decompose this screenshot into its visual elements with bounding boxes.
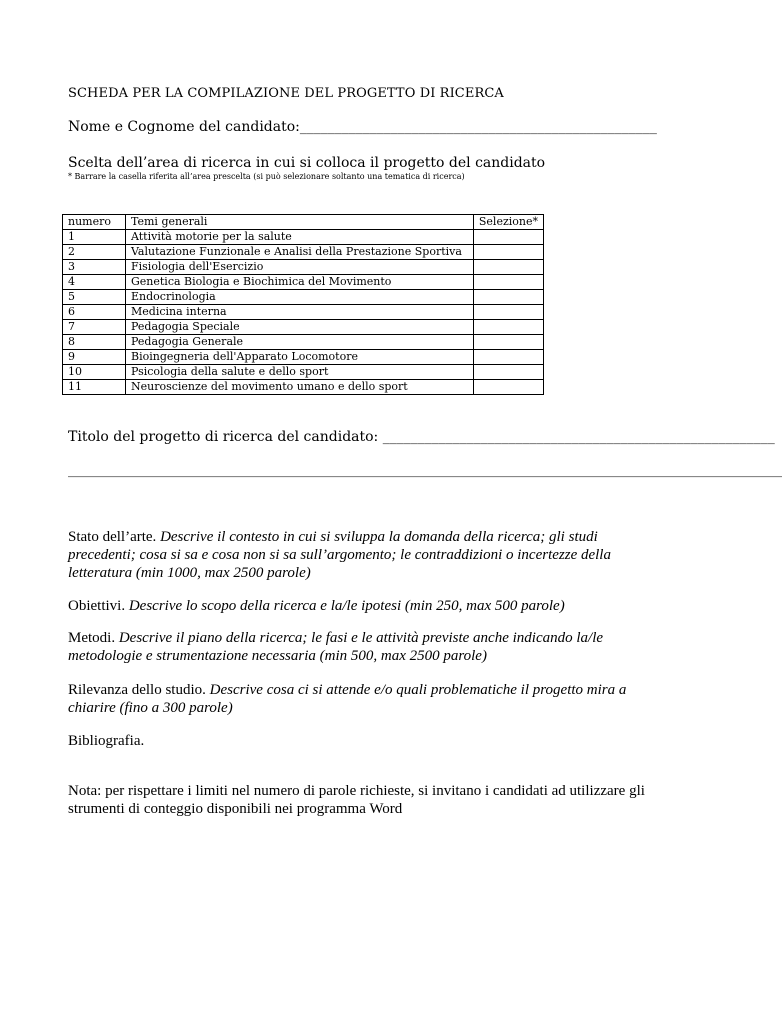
table-row [63,305,544,320]
row-theme: Neuroscienze del movimento umano e dello sport [126,380,474,395]
rilevanza-paragraph [68,681,648,717]
table-row [63,380,544,395]
project-title-label: Titolo del progetto di ricerca del candidato: [68,429,379,445]
row-number: 1 [63,230,126,245]
row-number: 10 [63,365,126,380]
header-selezione: Selezione* [473,215,543,230]
selection-cell[interactable] [473,290,543,305]
candidate-name-label: Nome e Cognome del candidato: [68,119,300,135]
row-number: 6 [63,305,126,320]
stato-arte-description: Descrive il contesto in cui si sviluppa la domanda della ricerca; gli studi precedenti; cosa si sa e cosa non si sa sull’argomento; le contraddizioni o incertezze della letteratura (min 1000, max 2500 parole) [68,529,611,581]
selection-cell[interactable] [473,245,543,260]
selection-cell[interactable] [473,260,543,275]
row-number: 2 [63,245,126,260]
row-theme: Bioingegneria dell'Apparato Locomotore [126,350,474,365]
row-theme: Fisiologia dell'Esercizio [126,260,474,275]
table-row [63,275,544,290]
row-number: 4 [63,275,126,290]
area-selection-title: Scelta dell’area di ricerca in cui si colloca il progetto del candidato [68,155,546,171]
candidate-name-line [68,119,657,135]
candidate-name-field[interactable]: ___________________________________________________ [299,119,657,135]
bibliografia-heading: Bibliografia. [68,733,145,749]
selection-cell[interactable] [473,335,543,350]
rilevanza-description: Descrive cosa ci si attende e/o quali problematiche il progetto mira a chiarire (fino a 300 parole) [68,682,627,716]
selection-cell[interactable] [473,320,543,335]
rilevanza-label: Rilevanza dello studio. [68,682,206,698]
row-number: 5 [63,290,126,305]
row-theme: Attività motorie per la salute [126,230,474,245]
selection-cell[interactable] [473,365,543,380]
metodi-paragraph [68,629,648,665]
table-row [63,320,544,335]
table-row [63,335,544,350]
stato-arte-label: Stato dell’arte. [68,529,157,545]
header-numero: numero [63,215,126,230]
document-heading: SCHEDA PER LA COMPILAZIONE DEL PROGETTO DI RICERCA [68,86,504,101]
row-theme: Pedagogia Generale [126,335,474,350]
row-number: 9 [63,350,126,365]
obiettivi-paragraph [68,597,648,615]
table-row [63,230,544,245]
row-number: 3 [63,260,126,275]
selection-cell[interactable] [473,275,543,290]
row-theme: Valutazione Funzionale e Analisi della Prestazione Sportiva [126,245,474,260]
nota-paragraph: Nota: per rispettare i limiti nel numero di parole richieste, si invitano i candidati ad utilizzare gli strumenti di conteggio disponibili nei programma Word [68,783,645,817]
header-temi-generali: Temi generali [126,215,474,230]
obiettivi-label: Obiettivi. [68,598,126,614]
row-theme: Psicologia della salute e dello sport [126,365,474,380]
project-title-continuation-field[interactable]: ______________________________________________________________________________________________________ [68,462,782,478]
selection-cell[interactable] [473,230,543,245]
stato-arte-paragraph [68,528,648,582]
row-theme: Endocrinologia [126,290,474,305]
selection-cell[interactable] [473,305,543,320]
project-title-line [68,429,775,445]
selection-cell[interactable] [473,350,543,365]
table-header-row [63,215,544,230]
project-title-field[interactable]: ________________________________________________________ [378,429,775,445]
metodi-label: Metodi. [68,630,116,646]
row-theme: Pedagogia Speciale [126,320,474,335]
table-row [63,290,544,305]
row-number: 8 [63,335,126,350]
selection-cell[interactable] [473,380,543,395]
metodi-description: Descrive il piano della ricerca; le fasi e le attività previste anche indicando la/le metodologie e strumentazione necessaria (min 500, max 2500 parole) [68,630,604,664]
area-selection-note: * Barrare la casella riferita all’area prescelta (si può selezionare soltanto una tematica di ricerca) [68,172,465,181]
table-row [63,245,544,260]
row-theme: Genetica Biologia e Biochimica del Movimento [126,275,474,290]
table-row [63,260,544,275]
obiettivi-description: Descrive lo scopo della ricerca e la/le ipotesi (min 250, max 500 parole) [128,598,565,614]
research-areas-table [62,214,544,395]
row-number: 11 [63,380,126,395]
table-row [63,350,544,365]
row-number: 7 [63,320,126,335]
row-theme: Medicina interna [126,305,474,320]
table-row [63,365,544,380]
